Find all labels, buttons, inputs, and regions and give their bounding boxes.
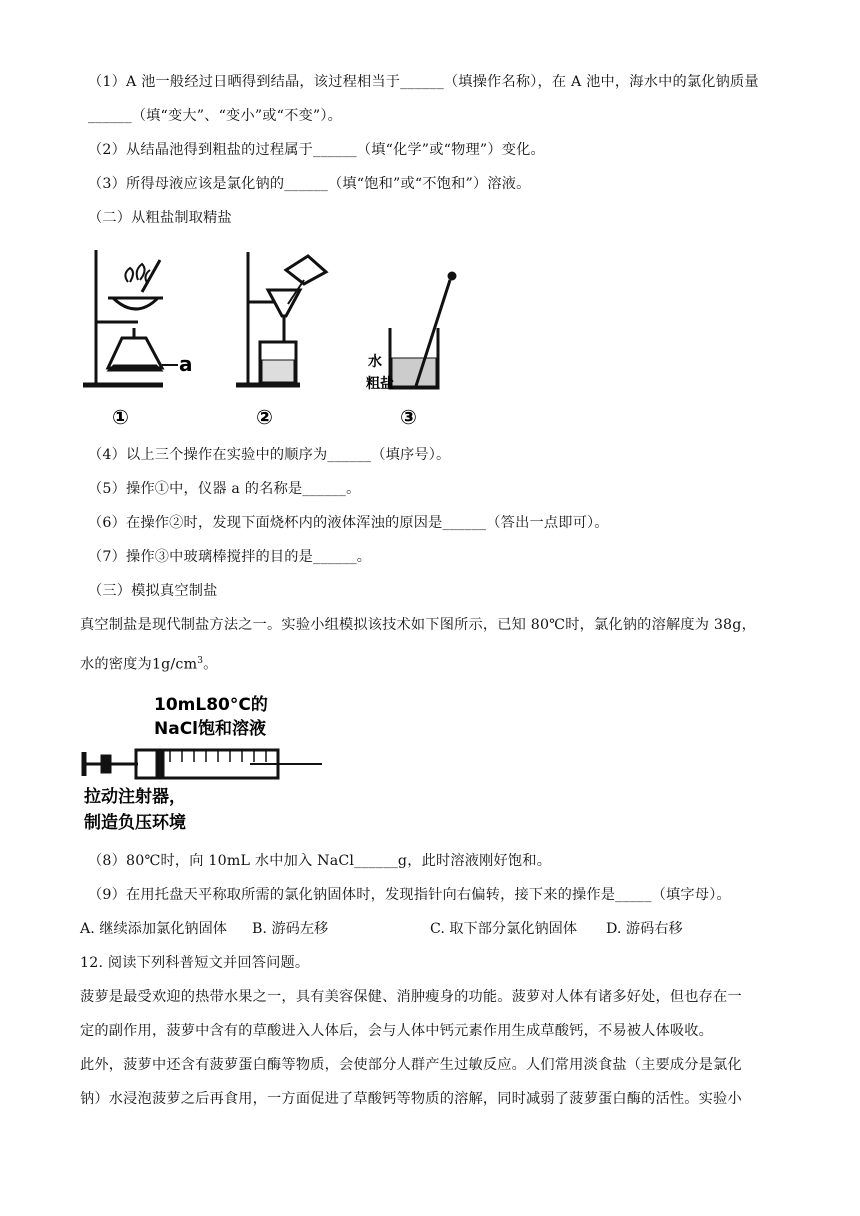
section-3-heading: （三）模拟真空制盐 [88, 583, 218, 599]
superscript-3: 3 [197, 656, 204, 666]
question-1-line-1: （1）A 池一般经过日晒得到结晶，该过程相当于______（填操作名称），在 A 池中，海水中的氯化钠质量 [88, 74, 759, 90]
question-6: （6）在操作②时，发现下面烧杯内的液体浑浊的原因是______（答出一点即可）。 [88, 515, 609, 531]
reading-line-1: 菠萝是最受欢迎的热带水果之一，具有美容保健、消肿瘦身的功能。菠萝对人体有诸多好处，但也存在一 [80, 989, 742, 1005]
water-density-text: 水的密度为1g/cm [80, 656, 198, 673]
reading-line-4: 钠）水浸泡菠萝之后再食用，一方面促进了草酸钙等物质的溶解，同时减弱了菠萝蛋白酶的活性。实验小 [80, 1091, 742, 1107]
figure-label-2: ② [256, 405, 273, 429]
question-5: （5）操作①中，仪器 a 的名称是______。 [88, 481, 361, 497]
question-8: （8）80℃时，向 10mL 水中加入 NaCl______g，此时溶液刚好饱和。 [88, 853, 552, 869]
syringe-caption-line-2: NaCl饱和溶液 [154, 719, 267, 739]
question-7: （7）操作③中玻璃棒搅拌的目的是______。 [88, 549, 372, 565]
question-2: （2）从结晶池得到粗盐的过程属于______（填“化学”或“物理”）变化。 [88, 142, 545, 158]
period: 。 [203, 656, 218, 673]
label-a: a [179, 352, 193, 376]
syringe-caption-line-1: 10mL80°C的 [154, 695, 268, 715]
option-b: B. 游码左移 [252, 921, 329, 937]
reading-line-3: 此外，菠萝中还含有菠萝蛋白酶等物质，会使部分人群产生过敏反应。人们常用淡食盐（主要成分是氯化 [80, 1057, 742, 1073]
option-c: C. 取下部分氯化钠固体 [430, 921, 578, 937]
question-9: （9）在用托盘天平称取所需的氯化钠固体时，发现指针向右偏转，接下来的操作是_____（填字母）。 [88, 887, 731, 903]
syringe-caption-line-4: 制造负压环境 [84, 813, 186, 833]
syringe-caption-line-3: 拉动注射器， [84, 787, 186, 807]
figure-label-3: ③ [400, 405, 417, 429]
paragraph-line-1: 真空制盐是现代制盐方法之一。实验小组模拟该技术如下图所示，已知 80℃时，氯化钠的溶解度为 38g， [80, 617, 756, 633]
syringe-figure [78, 684, 378, 836]
question-1-line-2: ______（填“变大”、“变小”或“不变”）。 [88, 108, 343, 124]
section-2-heading: （二）从粗盐制取精盐 [88, 210, 232, 226]
question-3: （3）所得母液应该是氯化钠的______（填“饱和”或“不饱和”）溶液。 [88, 176, 531, 192]
question-4: （4）以上三个操作在实验中的顺序为______（填序号）。 [88, 447, 451, 463]
label-crude-salt: 粗盐 [366, 376, 394, 392]
figure-label-1: ① [112, 405, 129, 429]
reading-line-2: 定的副作用，菠萝中含有的草酸进入人体后，会与人体中钙元素作用生成草酸钙，不易被人体吸收。 [80, 1023, 714, 1039]
lab-operations-figure [78, 240, 478, 430]
paragraph-line-2 [80, 651, 218, 675]
option-a: A. 继续添加氯化钠固体 [80, 921, 227, 937]
label-water: 水 [368, 354, 382, 370]
option-d: D. 游码右移 [606, 921, 683, 937]
question-12-heading: 12. 阅读下列科普短文并回答问题。 [80, 955, 310, 971]
